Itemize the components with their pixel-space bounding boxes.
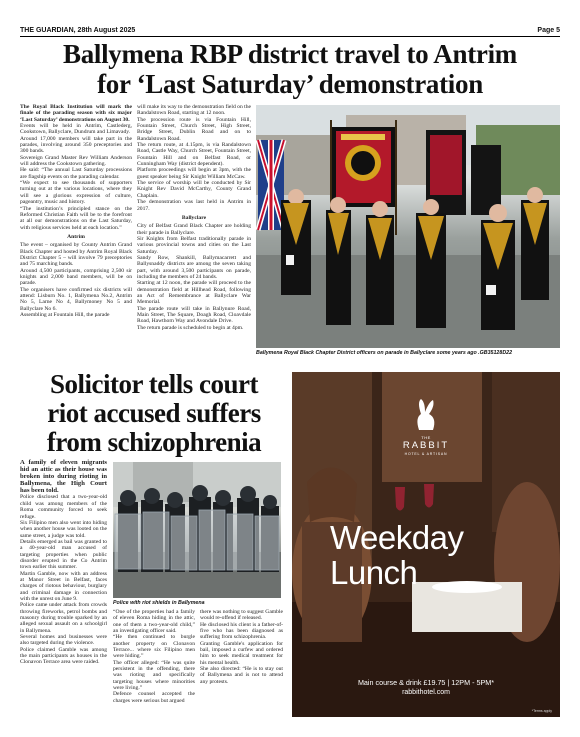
paragraph: Police disclosed that a two-year-old child was among members of the Roma community forced to seek refuge. xyxy=(20,494,107,520)
brand-small: THE xyxy=(421,435,431,440)
paragraph: The organisers have confirmed six districts will attend: Lisburn No. 1, Ballymena No.2, Antrim No 5, Larne No 4, Ballymoney No 5 and Ballyclare No 6. xyxy=(20,286,132,312)
paragraph: Platform proceedings will begin at 3pm, with the guest speaker being Sir Knight William McCaw. xyxy=(137,167,251,180)
paragraph: The officer alleged: “He was quite persistent in the offending, there was rioting and specifically targeting houses where minorities were living.” xyxy=(113,659,195,692)
paragraph: The return route, at 4.15pm, is via Randalstown Road, Castle Way, Church Street, Fountain Street, Fountain Hill and on Belfast Road, or Cunningham Way (district dependent). xyxy=(137,142,251,168)
subheading-ballyclare: Ballyclare xyxy=(181,214,207,221)
article2-column-1 xyxy=(20,459,107,666)
paragraph: She also directed: “He is to stay out of Ballymena and is not to attend any protests. xyxy=(200,666,283,685)
brand-name: RABBIT xyxy=(402,440,450,451)
paragraph: The procession route is via Fountain Hill, Fountain Street, Church Street, High Street, Bridge Street, Dublin Road and on to Randalstown Road. xyxy=(137,116,251,142)
advert-terms: *Terms apply xyxy=(531,709,552,713)
article1-headline xyxy=(20,39,560,99)
rabbit-logo-icon xyxy=(411,398,441,432)
article2-lead: A family of eleven migrants hid an attic as their house was broken into during rioting in Ballymena, the High Court has been told. xyxy=(20,459,107,495)
article1-headline-line1: Ballymena RBP district travel to Antrim xyxy=(63,39,517,69)
brand-sub: HOTEL & ARTISAN xyxy=(404,452,448,456)
article2-headline xyxy=(20,370,288,457)
riot-police-illustration xyxy=(113,462,281,598)
paragraph: The demonstration was last held in Antrim in 2017. xyxy=(137,199,251,212)
paragraph: Around 4,500 participants, comprising 2,500 sir knights and 2,000 band members, will be on parade. xyxy=(20,267,132,287)
paragraph: Assembling at Fountain Hill, the parade xyxy=(20,312,110,318)
rabbit-hotel-advert[interactable] xyxy=(292,372,560,717)
paragraph: Details emerged as bail was granted to a 40-year-old man accused of targeting properties when public disorder erupted in the Co Antrim town earlier this summer. xyxy=(20,538,107,571)
article1-column-2 xyxy=(137,104,251,331)
paragraph: The parade route will take in Ballynure Road, Main Street, The Square, Doagh Road, Cloavdale Road, Hawthorn Way and Avondale Drive. xyxy=(137,305,251,325)
paragraph: will make its way to the demonstration field on the Randalstown Road, starting at 12 noon. xyxy=(137,104,251,117)
paragraph: “The institution’s principled stance on the Reformed Christian Faith will be to the forefront at all our demonstrations on the Last Saturday, with religious services held at each location.” xyxy=(20,205,132,231)
advert-headline-line1: Weekday xyxy=(330,519,464,556)
article2-headline-line3: from schizophrenia xyxy=(46,427,262,457)
paragraph: Defence counsel accepted the charges were serious but argued xyxy=(113,691,195,704)
article2-column-2 xyxy=(113,609,195,704)
paragraph: Police claimed Gamble was among the main participants as houses in the Clonavon Terrace area were raided. xyxy=(20,646,107,666)
paragraph: The Royal Black Institution will mark the finale of the parading season with six major ‘Last Saturday’ demonstrations on August 30. xyxy=(20,104,132,123)
paragraph: “We expect to see thousands of supporters turning out at the various locations, where they will see a glorious expression of culture, pageantry, music and history. xyxy=(20,180,132,206)
article2-headline-line2: riot accused suffers xyxy=(47,398,261,428)
advert-headline-line2: Lunch xyxy=(330,554,418,591)
advert-headline xyxy=(330,520,530,590)
paragraph: Events will be held in Antrim, Castlederg, Cookstown, Ballyclare, Dundrum and Limavady. xyxy=(20,123,132,136)
article1-column-1 xyxy=(20,104,132,318)
masthead-publication-date: THE GUARDIAN, 28th August 2025 xyxy=(20,27,136,34)
paragraph: Sovereign Grand Master Rev William Anderson will address the Cookstown gathering. xyxy=(20,154,132,168)
paragraph: Around 17,000 members will take part in the parades, involving around 350 preceptories and 300 bands. xyxy=(20,135,132,155)
paragraph: there was nothing to suggest Gamble would re-offend if released. xyxy=(200,609,283,622)
parade-photo xyxy=(256,105,560,348)
paragraph: The event – organised by County Antrim Grand Black Chapter and hosted by Antrim Royal Black District Chapter 5 – will involve 79 preceptories and 75 marching bands. xyxy=(20,242,132,268)
paragraph: Six Filipino men also went into hiding when another house was looted on the same street, a judge was told. xyxy=(20,519,107,539)
riot-police-photo-caption: Police with riot shields in Ballymena xyxy=(113,600,205,606)
advert-offer: Main course & drink £19.75 | 12PM - 5PM* xyxy=(357,678,495,687)
parade-photo-caption: Ballymena Royal Black Chapter District officers on parade in Ballyclare some years ago .GB35128D22 xyxy=(256,350,513,356)
paragraph: He said: “The annual Last Saturday processions are flagship events on the parading calendar. xyxy=(20,167,132,180)
paragraph: Sandy Row, Shankill, Ballymacarrett and Ballysnaddy districts are among the seven taking part, with around 3,500 participants on parade, including the members of 24 bands. xyxy=(137,254,251,280)
subheading-antrim: Antrim xyxy=(67,233,85,240)
masthead-page-number: Page 5 xyxy=(537,27,560,34)
paragraph: Several homes and businesses were also targeted during the violence. xyxy=(20,634,107,647)
masthead xyxy=(20,25,560,37)
paragraph: The return parade is scheduled to begin at 4pm. xyxy=(137,324,244,331)
paragraph: Sir Knights from Belfast traditionally parade in various provincial towns and cities on the Last Saturday. xyxy=(137,235,251,255)
paragraph: City of Belfast Grand Black Chapter are holding their parade in Ballyclare. xyxy=(137,223,251,236)
paragraph: Police came under attack from crowds throwing fireworks, petrol bombs and masonry during trouble sparked by an alleged sexual assault on a schoolgirl in Ballymena. xyxy=(20,602,107,634)
union-flag-icon xyxy=(258,140,284,230)
paragraph: “One of the properties had a family of eleven Roma hiding in the attic, one of them a two-year-old child,” an investigating officer said. xyxy=(113,609,195,635)
paragraph: “He then continued to burgle another property on Clonavon Terrace... where six Filipino men were hiding.” xyxy=(113,634,195,660)
paragraph: Martin Gamble, now with an address at Manor Street in Belfast, faces charges of riotous behaviour, burglary and criminal damage in connection with the unrest on June 9. xyxy=(20,570,107,602)
paragraph: He disclosed his client is a father-of-five who has been diagnosed as suffering from schizophrenia. xyxy=(200,621,283,641)
paragraph: Granting Gamble's application for bail, imposed a curfew and ordered him to seek medical treatment for his mental health. xyxy=(200,640,283,666)
article1-headline-line2: for ‘Last Saturday’ demonstration xyxy=(97,69,483,99)
paragraph: Starting at 12 noon, the parade will proceed to the demonstration field at Hillhead Road, following an Act of Remembrance at Ballyclare War Memorial. xyxy=(137,280,251,306)
advert-website-link[interactable]: rabbithotel.com xyxy=(402,689,450,696)
riot-police-photo xyxy=(113,462,281,598)
paragraph: The service of worship will be conducted by Sir Knight Rev David McCarthy, County Grand Chaplain. xyxy=(137,180,251,199)
parade-photo-illustration xyxy=(256,105,560,348)
article2-column-3 xyxy=(200,609,283,685)
article2-headline-line1: Solicitor tells court xyxy=(50,369,258,399)
